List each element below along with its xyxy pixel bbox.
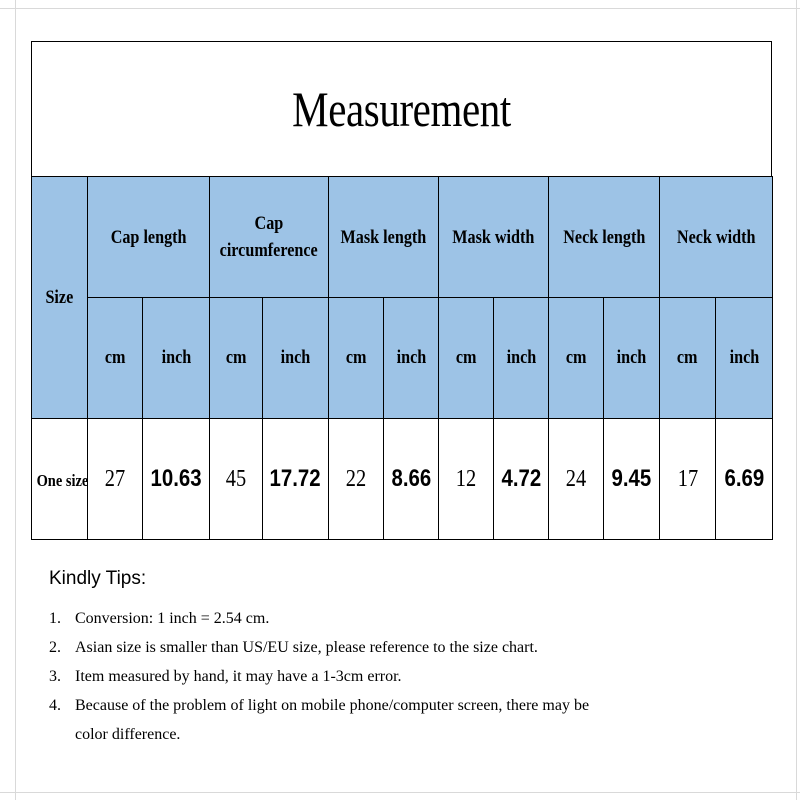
unit-cm: cm [210, 298, 263, 419]
value-cell-cm: 27 [88, 419, 143, 540]
grid-line [0, 8, 800, 9]
group-header-cap-length: Cap length [88, 177, 210, 298]
unit-cm: cm [439, 298, 494, 419]
tips-list [49, 604, 749, 749]
group-header-mask-width: Mask width [439, 177, 549, 298]
unit-inch: inch [143, 298, 210, 419]
list-item: 1. Conversion: 1 inch = 2.54 cm. [49, 610, 270, 627]
list-item: 4. Because of the problem of light on mobile phone/computer screen, there may be color difference. [49, 697, 590, 743]
value-cell-cm: 17 [660, 419, 716, 540]
table-row [32, 419, 773, 540]
unit-inch: inch [716, 298, 773, 419]
value-cell-inch: 10.63 [143, 419, 210, 540]
page-title: Measurement [292, 81, 511, 137]
unit-cm: cm [660, 298, 716, 419]
group-header-mask-length: Mask length [329, 177, 439, 298]
header-row-groups [32, 177, 773, 298]
size-cell: One size [32, 419, 88, 540]
unit-cm: cm [329, 298, 384, 419]
unit-inch: inch [263, 298, 329, 419]
value-cell-cm: 45 [210, 419, 263, 540]
value-cell-inch: 17.72 [263, 419, 329, 540]
value-cell-cm: 24 [549, 419, 604, 540]
header-row-units [32, 298, 773, 419]
list-item: 2. Asian size is smaller than US/EU size, please reference to the size chart. [49, 639, 538, 656]
value-cell-inch: 8.66 [384, 419, 439, 540]
value-cell-inch: 9.45 [604, 419, 660, 540]
value-cell-cm: 22 [329, 419, 384, 540]
group-header-neck-width: Neck width [660, 177, 773, 298]
kindly-tips [49, 568, 749, 749]
unit-inch: inch [494, 298, 549, 419]
measurement-table [31, 176, 773, 540]
measurement-sheet [31, 41, 772, 540]
unit-cm: cm [88, 298, 143, 419]
value-cell-inch: 4.72 [494, 419, 549, 540]
group-header-neck-length: Neck length [549, 177, 660, 298]
value-cell-inch: 6.69 [716, 419, 773, 540]
list-item: 3. Item measured by hand, it may have a 1-3cm error. [49, 668, 402, 685]
grid-line [15, 0, 16, 800]
unit-inch: inch [604, 298, 660, 419]
size-header: Size [45, 287, 74, 308]
group-header-cap-circumference: Cap circumference [210, 177, 329, 298]
unit-inch: inch [384, 298, 439, 419]
value-cell-cm: 12 [439, 419, 494, 540]
tips-title: Kindly Tips: [49, 568, 147, 589]
grid-line [796, 0, 797, 800]
grid-line [0, 792, 800, 793]
unit-cm: cm [549, 298, 604, 419]
size-header-cell [32, 177, 88, 419]
